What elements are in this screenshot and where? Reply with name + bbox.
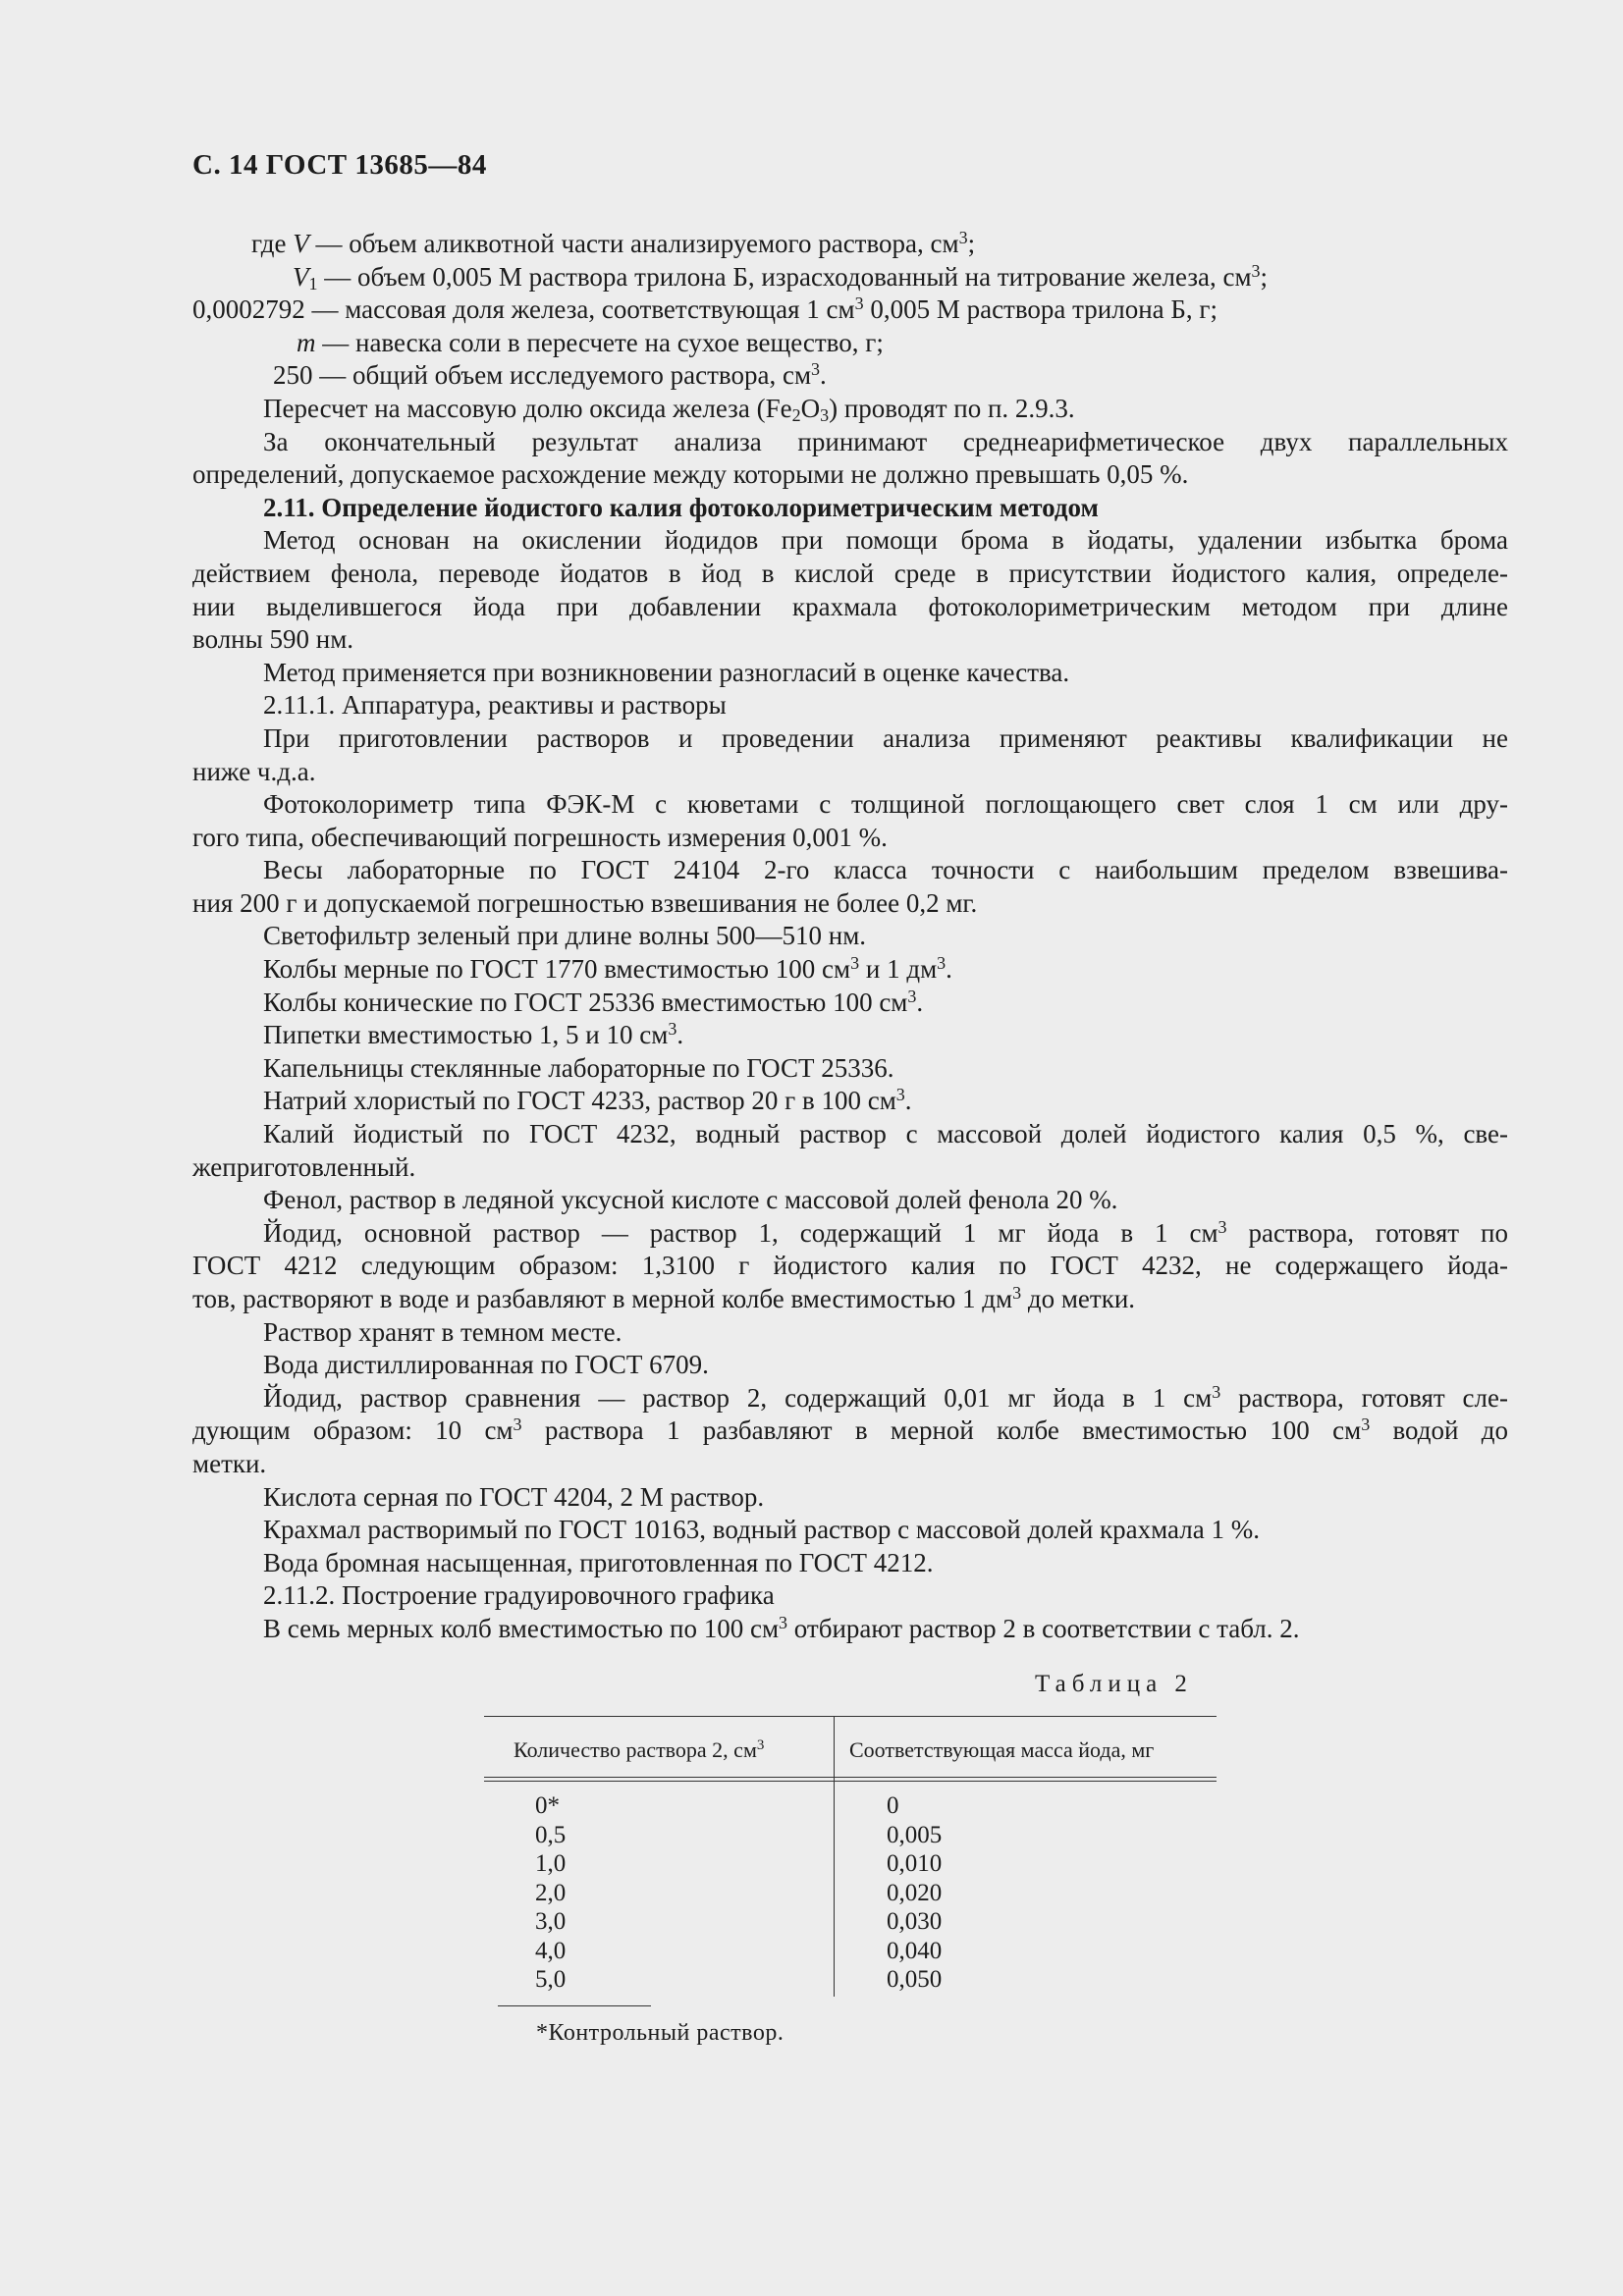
text-line: При приготовлении растворов и проведении анализа применяют реактивы квалификации не: [263, 722, 1508, 753]
table-row: [484, 1907, 1217, 1937]
text-line: Пипетки вместимостью 1, 5 и 10 $см^3$.: [263, 1019, 684, 1050]
table-top-rule: [484, 1716, 1217, 1717]
table-row: [484, 1821, 1217, 1850]
text-line: В семь мерных колб вместимостью по 100 $см^3$ отбирают раствор 2 в соответствии с табл. 2.: [263, 1612, 1300, 1643]
text-line: где V — объем аликвотной части анализируемого раствора, $см^3$;: [251, 228, 976, 258]
table-cell-volume: 3,0: [535, 1908, 567, 1935]
table-row: [484, 1937, 1217, 1966]
table-cell-volume: 0,5: [535, 1821, 567, 1848]
text-line: Йодид, раствор сравнения — раствор 2, содержащий 0,01 мг йода в 1 $см^3$ раствора, готовят сле-: [263, 1381, 1508, 1413]
text-line: Йодид, основной раствор — раствор 1, содержащий 1 мг йода в 1 $см^3$ раствора, готовят по: [263, 1216, 1508, 1248]
table-row: [484, 1965, 1217, 1995]
text-line: Крахмал растворимый по ГОСТ 10163, водный раствор с массовой долей крахмала 1 %.: [263, 1515, 1260, 1545]
table-cell-volume: 2,0: [535, 1879, 567, 1906]
table-row: [484, 1879, 1217, 1908]
text-line: 0,0002792 — массовая доля железа, соответствующая 1 $см^3$ 0,005 М раствора трилона Б, г;: [192, 294, 1217, 325]
text-line: Раствор хранят в темном месте.: [263, 1316, 622, 1347]
table-header-rule: [484, 1781, 1217, 1782]
table-cell-mass: 0,030: [887, 1908, 943, 1935]
body-text: [192, 228, 1508, 1646]
table-cell-mass: 0,020: [887, 1879, 943, 1906]
text-line: Фенол, раствор в ледяной уксусной кислоте с массовой долей фенола 20 %.: [263, 1185, 1118, 1215]
text-line: определений, допускаемое расхождение между которыми не должно превышать 0,05 %.: [192, 459, 1189, 490]
page-header: С. 14 ГОСТ 13685—84: [192, 149, 487, 181]
text-line: Калий йодистый по ГОСТ 4232, водный раствор с массовой долей йодистого калия 0,5 %, све-: [263, 1119, 1508, 1149]
text-line: дующим образом: 10 $см^3$ раствора 1 разбавляют в мерной колбе вместимостью 100 $см^3$ водой до: [192, 1415, 1509, 1446]
subsection-heading: 2.11.1. Аппаратура, реактивы и растворы: [263, 690, 727, 721]
table-body: [484, 1791, 1217, 1995]
text-line: Вода дистиллированная по ГОСТ 6709.: [263, 1350, 709, 1380]
table-cell-volume: 4,0: [535, 1937, 567, 1964]
footnote-rule: [498, 2005, 651, 2006]
table-header-volume: Количество раствора 2, $см^3$: [514, 1737, 765, 1762]
table-cell-mass: 0: [887, 1792, 899, 1819]
table-cell-mass: 0,050: [887, 1966, 943, 1993]
text-line: Весы лабораторные по ГОСТ 24104 2-го класса точности с наибольшим пределом взвешива-: [263, 855, 1508, 885]
text-line: Колбы мерные по ГОСТ 1770 вместимостью 100 $см^3$ и 1 $дм^3$.: [263, 953, 952, 985]
text-line: Вода бромная насыщенная, приготовленная по ГОСТ 4212.: [263, 1547, 934, 1577]
text-line: тов, растворяют в воде и разбавляют в мерной колбе вместимостью 1 $дм^3$ до метки.: [192, 1283, 1136, 1313]
text-line: метки.: [192, 1448, 267, 1478]
table-header-mass: Соответствующая масса йода, мг: [849, 1737, 1155, 1762]
table-row: [484, 1791, 1217, 1821]
text-line: жеприготовленный.: [192, 1151, 416, 1182]
table-cell-mass: 0,010: [887, 1850, 943, 1877]
text-line: Метод основан на окислении йодидов при помощи брома в йодаты, удалении избытка брома: [263, 525, 1508, 556]
text-line: нии выделившегося йода при добавлении крахмала фотоколориметрическим методом при длине: [192, 591, 1508, 621]
text-line: Капельницы стеклянные лабораторные по ГОСТ 25336.: [263, 1052, 894, 1083]
text-line: $V_1$ — объем 0,005 М раствора трилона Б, израсходованный на титрование железа, $см^3$;: [293, 260, 1269, 294]
text-line: ния 200 г и допускаемой погрешностью взвешивания не более 0,2 мг.: [192, 887, 978, 918]
text-line: m — навеска соли в пересчете на сухое вещество, г;: [297, 327, 884, 357]
text-line: Фотоколориметр типа ФЭК-М с кюветами с толщиной поглощающего свет слоя 1 см или дру-: [263, 789, 1508, 820]
text-line: гого типа, обеспечивающий погрешность измерения 0,001 %.: [192, 822, 888, 852]
table-footnote: *Контрольный раствор.: [536, 2020, 784, 2046]
text-line: Колбы конические по ГОСТ 25336 вместимостью 100 $см^3$.: [263, 986, 924, 1017]
text-line: Метод применяется при возникновении разногласий в оценке качества.: [263, 657, 1070, 687]
table-cell-mass: 0,040: [887, 1937, 943, 1964]
text-line: Пересчет на массовую долю оксида железа $(Fe_2O_3)$ проводят по п. 2.9.3.: [263, 393, 1075, 425]
text-line: волны 590 нм.: [192, 624, 354, 655]
section-heading: 2.11. Определение йодистого калия фотоколориметрическим методом: [263, 492, 1099, 522]
text-line: Кислота серная по ГОСТ 4204, 2 М раствор.: [263, 1481, 765, 1512]
text-line: Натрий хлористый по ГОСТ 4233, раствор 20 г в 100 $см^3$.: [263, 1085, 912, 1116]
text-line: ниже ч.д.а.: [192, 756, 316, 786]
table-cell-volume: 5,0: [535, 1966, 567, 1993]
text-line: ГОСТ 4212 следующим образом: 1,3100 г йодистого калия по ГОСТ 4232, не содержащего йода-: [192, 1251, 1508, 1281]
text-line: 250 — общий объем исследуемого раствора, $см^3$.: [273, 359, 827, 391]
table-cell-volume: 1,0: [535, 1850, 567, 1877]
subsection-heading: 2.11.2. Построение градуировочного графика: [263, 1580, 775, 1611]
text-line: За окончательный результат анализа принимают среднеарифметическое двух параллельных: [263, 426, 1508, 456]
table-cell-mass: 0,005: [887, 1821, 943, 1848]
table-cell-volume: 0*: [535, 1792, 560, 1819]
text-line: действием фенола, переводе йодатов в йод в кислой среде в присутствии йодистого калия, определе-: [192, 558, 1508, 588]
table-row: [484, 1849, 1217, 1879]
text-line: Светофильтр зеленый при длине волны 500—510 нм.: [263, 921, 867, 951]
table-title: Таблица 2: [1035, 1671, 1193, 1697]
table-header-rule: [484, 1777, 1217, 1778]
